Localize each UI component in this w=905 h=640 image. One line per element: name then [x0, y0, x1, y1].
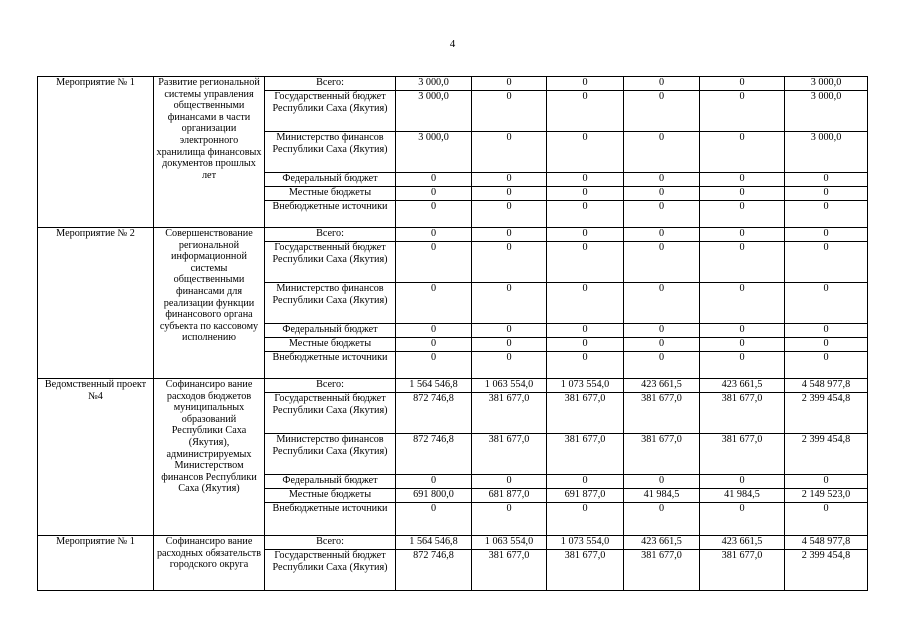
- funding-source: Местные бюджеты: [265, 338, 396, 352]
- table-row: [38, 536, 868, 550]
- amount-cell: 1 063 554,0: [472, 536, 547, 550]
- amount-cell: 381 677,0: [472, 550, 547, 591]
- amount-cell: 0: [700, 283, 785, 324]
- amount-cell: 0: [624, 475, 700, 489]
- funding-source: Всего:: [265, 379, 396, 393]
- amount-cell: 0: [396, 475, 472, 489]
- funding-source: Внебюджетные источники: [265, 201, 396, 228]
- amount-cell: 0: [785, 201, 868, 228]
- amount-cell: 0: [547, 173, 624, 187]
- group-description: Развитие региональной системы управления общественными финансами в части организации электронного хранилища финансовых документов прошлых лет: [154, 77, 265, 228]
- amount-cell: 423 661,5: [700, 379, 785, 393]
- amount-cell: 0: [700, 475, 785, 489]
- amount-cell: 381 677,0: [624, 434, 700, 475]
- amount-cell: 0: [700, 324, 785, 338]
- amount-cell: 0: [785, 503, 868, 536]
- amount-cell: 0: [547, 187, 624, 201]
- amount-cell: 4 548 977,8: [785, 379, 868, 393]
- amount-cell: 0: [396, 338, 472, 352]
- amount-cell: 41 984,5: [624, 489, 700, 503]
- amount-cell: 0: [472, 352, 547, 379]
- group-label: Мероприятие № 1: [38, 77, 154, 228]
- amount-cell: 2 149 523,0: [785, 489, 868, 503]
- amount-cell: 0: [624, 187, 700, 201]
- amount-cell: 381 677,0: [547, 550, 624, 591]
- amount-cell: 0: [547, 352, 624, 379]
- amount-cell: 0: [472, 503, 547, 536]
- amount-cell: 0: [547, 338, 624, 352]
- amount-cell: 0: [547, 475, 624, 489]
- amount-cell: 0: [396, 187, 472, 201]
- amount-cell: 1 073 554,0: [547, 536, 624, 550]
- amount-cell: 2 399 454,8: [785, 550, 868, 591]
- amount-cell: 2 399 454,8: [785, 393, 868, 434]
- group-description: Совершенствование региональной информационной системы общественными финансами для реализации функции финансового органа субъекта по кассовому исполнению: [154, 228, 265, 379]
- amount-cell: 872 746,8: [396, 550, 472, 591]
- amount-cell: 0: [700, 173, 785, 187]
- amount-cell: 381 677,0: [547, 434, 624, 475]
- amount-cell: 0: [700, 242, 785, 283]
- funding-source: Всего:: [265, 228, 396, 242]
- amount-cell: 0: [785, 173, 868, 187]
- amount-cell: 0: [624, 132, 700, 173]
- amount-cell: 0: [700, 201, 785, 228]
- amount-cell: 0: [472, 201, 547, 228]
- funding-source: Федеральный бюджет: [265, 324, 396, 338]
- table-row: [38, 77, 868, 91]
- amount-cell: 3 000,0: [396, 77, 472, 91]
- amount-cell: 872 746,8: [396, 434, 472, 475]
- amount-cell: 0: [547, 503, 624, 536]
- amount-cell: 381 677,0: [472, 434, 547, 475]
- amount-cell: 0: [700, 352, 785, 379]
- amount-cell: 0: [624, 228, 700, 242]
- funding-source: Местные бюджеты: [265, 489, 396, 503]
- amount-cell: 0: [472, 77, 547, 91]
- amount-cell: 0: [472, 132, 547, 173]
- amount-cell: 0: [700, 503, 785, 536]
- amount-cell: 2 399 454,8: [785, 434, 868, 475]
- amount-cell: 0: [547, 242, 624, 283]
- amount-cell: 423 661,5: [624, 379, 700, 393]
- amount-cell: 0: [624, 242, 700, 283]
- amount-cell: 0: [547, 283, 624, 324]
- amount-cell: 0: [785, 475, 868, 489]
- amount-cell: 0: [472, 338, 547, 352]
- amount-cell: 0: [624, 173, 700, 187]
- group-label: Ведомственный проект №4: [38, 379, 154, 536]
- amount-cell: 3 000,0: [396, 91, 472, 132]
- funding-source: Государственный бюджет Республики Саха (Якутия): [265, 91, 396, 132]
- amount-cell: 0: [785, 324, 868, 338]
- amount-cell: 1 063 554,0: [472, 379, 547, 393]
- funding-source: Всего:: [265, 77, 396, 91]
- funding-source: Местные бюджеты: [265, 187, 396, 201]
- amount-cell: 0: [547, 201, 624, 228]
- amount-cell: 872 746,8: [396, 393, 472, 434]
- amount-cell: 0: [396, 352, 472, 379]
- amount-cell: 0: [624, 201, 700, 228]
- amount-cell: 0: [472, 228, 547, 242]
- amount-cell: 0: [547, 132, 624, 173]
- amount-cell: 1 564 546,8: [396, 379, 472, 393]
- amount-cell: 3 000,0: [785, 77, 868, 91]
- amount-cell: 0: [547, 77, 624, 91]
- amount-cell: 0: [472, 283, 547, 324]
- amount-cell: 0: [785, 283, 868, 324]
- page-number: 4: [449, 38, 456, 50]
- amount-cell: 0: [700, 338, 785, 352]
- amount-cell: 691 877,0: [547, 489, 624, 503]
- amount-cell: 0: [472, 173, 547, 187]
- budget-table: [37, 76, 868, 591]
- amount-cell: 0: [472, 242, 547, 283]
- amount-cell: 691 800,0: [396, 489, 472, 503]
- funding-source: Федеральный бюджет: [265, 475, 396, 489]
- amount-cell: 381 677,0: [472, 393, 547, 434]
- amount-cell: 0: [785, 187, 868, 201]
- amount-cell: 0: [472, 475, 547, 489]
- funding-source: Внебюджетные источники: [265, 503, 396, 536]
- amount-cell: 381 677,0: [700, 550, 785, 591]
- amount-cell: 1 564 546,8: [396, 536, 472, 550]
- group-label: Мероприятие № 2: [38, 228, 154, 379]
- amount-cell: 0: [624, 338, 700, 352]
- amount-cell: 0: [785, 338, 868, 352]
- amount-cell: 0: [472, 187, 547, 201]
- funding-source: Государственный бюджет Республики Саха (Якутия): [265, 393, 396, 434]
- amount-cell: 0: [396, 503, 472, 536]
- amount-cell: 0: [700, 132, 785, 173]
- amount-cell: 381 677,0: [700, 393, 785, 434]
- group-label: Мероприятие № 1: [38, 536, 154, 591]
- group-description: Софинансиро вание расходных обязательств городского округа: [154, 536, 265, 591]
- table-row: [38, 228, 868, 242]
- amount-cell: 423 661,5: [624, 536, 700, 550]
- amount-cell: 0: [700, 228, 785, 242]
- amount-cell: 0: [547, 228, 624, 242]
- amount-cell: 0: [700, 77, 785, 91]
- funding-source: Министерство финансов Республики Саха (Якутия): [265, 434, 396, 475]
- amount-cell: 0: [547, 91, 624, 132]
- amount-cell: 0: [396, 173, 472, 187]
- amount-cell: 4 548 977,8: [785, 536, 868, 550]
- funding-source: Государственный бюджет Республики Саха (Якутия): [265, 242, 396, 283]
- amount-cell: 0: [624, 352, 700, 379]
- amount-cell: 0: [785, 242, 868, 283]
- amount-cell: 41 984,5: [700, 489, 785, 503]
- funding-source: Внебюджетные источники: [265, 352, 396, 379]
- amount-cell: 0: [624, 324, 700, 338]
- amount-cell: 0: [624, 503, 700, 536]
- amount-cell: 0: [624, 283, 700, 324]
- amount-cell: 3 000,0: [785, 91, 868, 132]
- amount-cell: 0: [472, 324, 547, 338]
- amount-cell: 0: [700, 91, 785, 132]
- amount-cell: 381 677,0: [624, 393, 700, 434]
- amount-cell: 681 877,0: [472, 489, 547, 503]
- amount-cell: 381 677,0: [700, 434, 785, 475]
- amount-cell: 0: [396, 242, 472, 283]
- funding-source: Всего:: [265, 536, 396, 550]
- amount-cell: 423 661,5: [700, 536, 785, 550]
- amount-cell: 0: [785, 228, 868, 242]
- amount-cell: 0: [472, 91, 547, 132]
- amount-cell: 0: [624, 77, 700, 91]
- amount-cell: 0: [624, 91, 700, 132]
- amount-cell: 1 073 554,0: [547, 379, 624, 393]
- amount-cell: 3 000,0: [396, 132, 472, 173]
- amount-cell: 381 677,0: [547, 393, 624, 434]
- amount-cell: 0: [547, 324, 624, 338]
- amount-cell: 0: [396, 283, 472, 324]
- funding-source: Министерство финансов Республики Саха (Якутия): [265, 283, 396, 324]
- amount-cell: 0: [700, 187, 785, 201]
- funding-source: Министерство финансов Республики Саха (Якутия): [265, 132, 396, 173]
- group-description: Софинансиро вание расходов бюджетов муниципальных образований Республики Саха (Якутия), администрируемых Министерством финансов Республики Саха (Якутия): [154, 379, 265, 536]
- amount-cell: 0: [785, 352, 868, 379]
- table-row: [38, 379, 868, 393]
- amount-cell: 0: [396, 228, 472, 242]
- funding-source: Федеральный бюджет: [265, 173, 396, 187]
- amount-cell: 3 000,0: [785, 132, 868, 173]
- funding-source: Государственный бюджет Республики Саха (Якутия): [265, 550, 396, 591]
- amount-cell: 0: [396, 201, 472, 228]
- amount-cell: 381 677,0: [624, 550, 700, 591]
- amount-cell: 0: [396, 324, 472, 338]
